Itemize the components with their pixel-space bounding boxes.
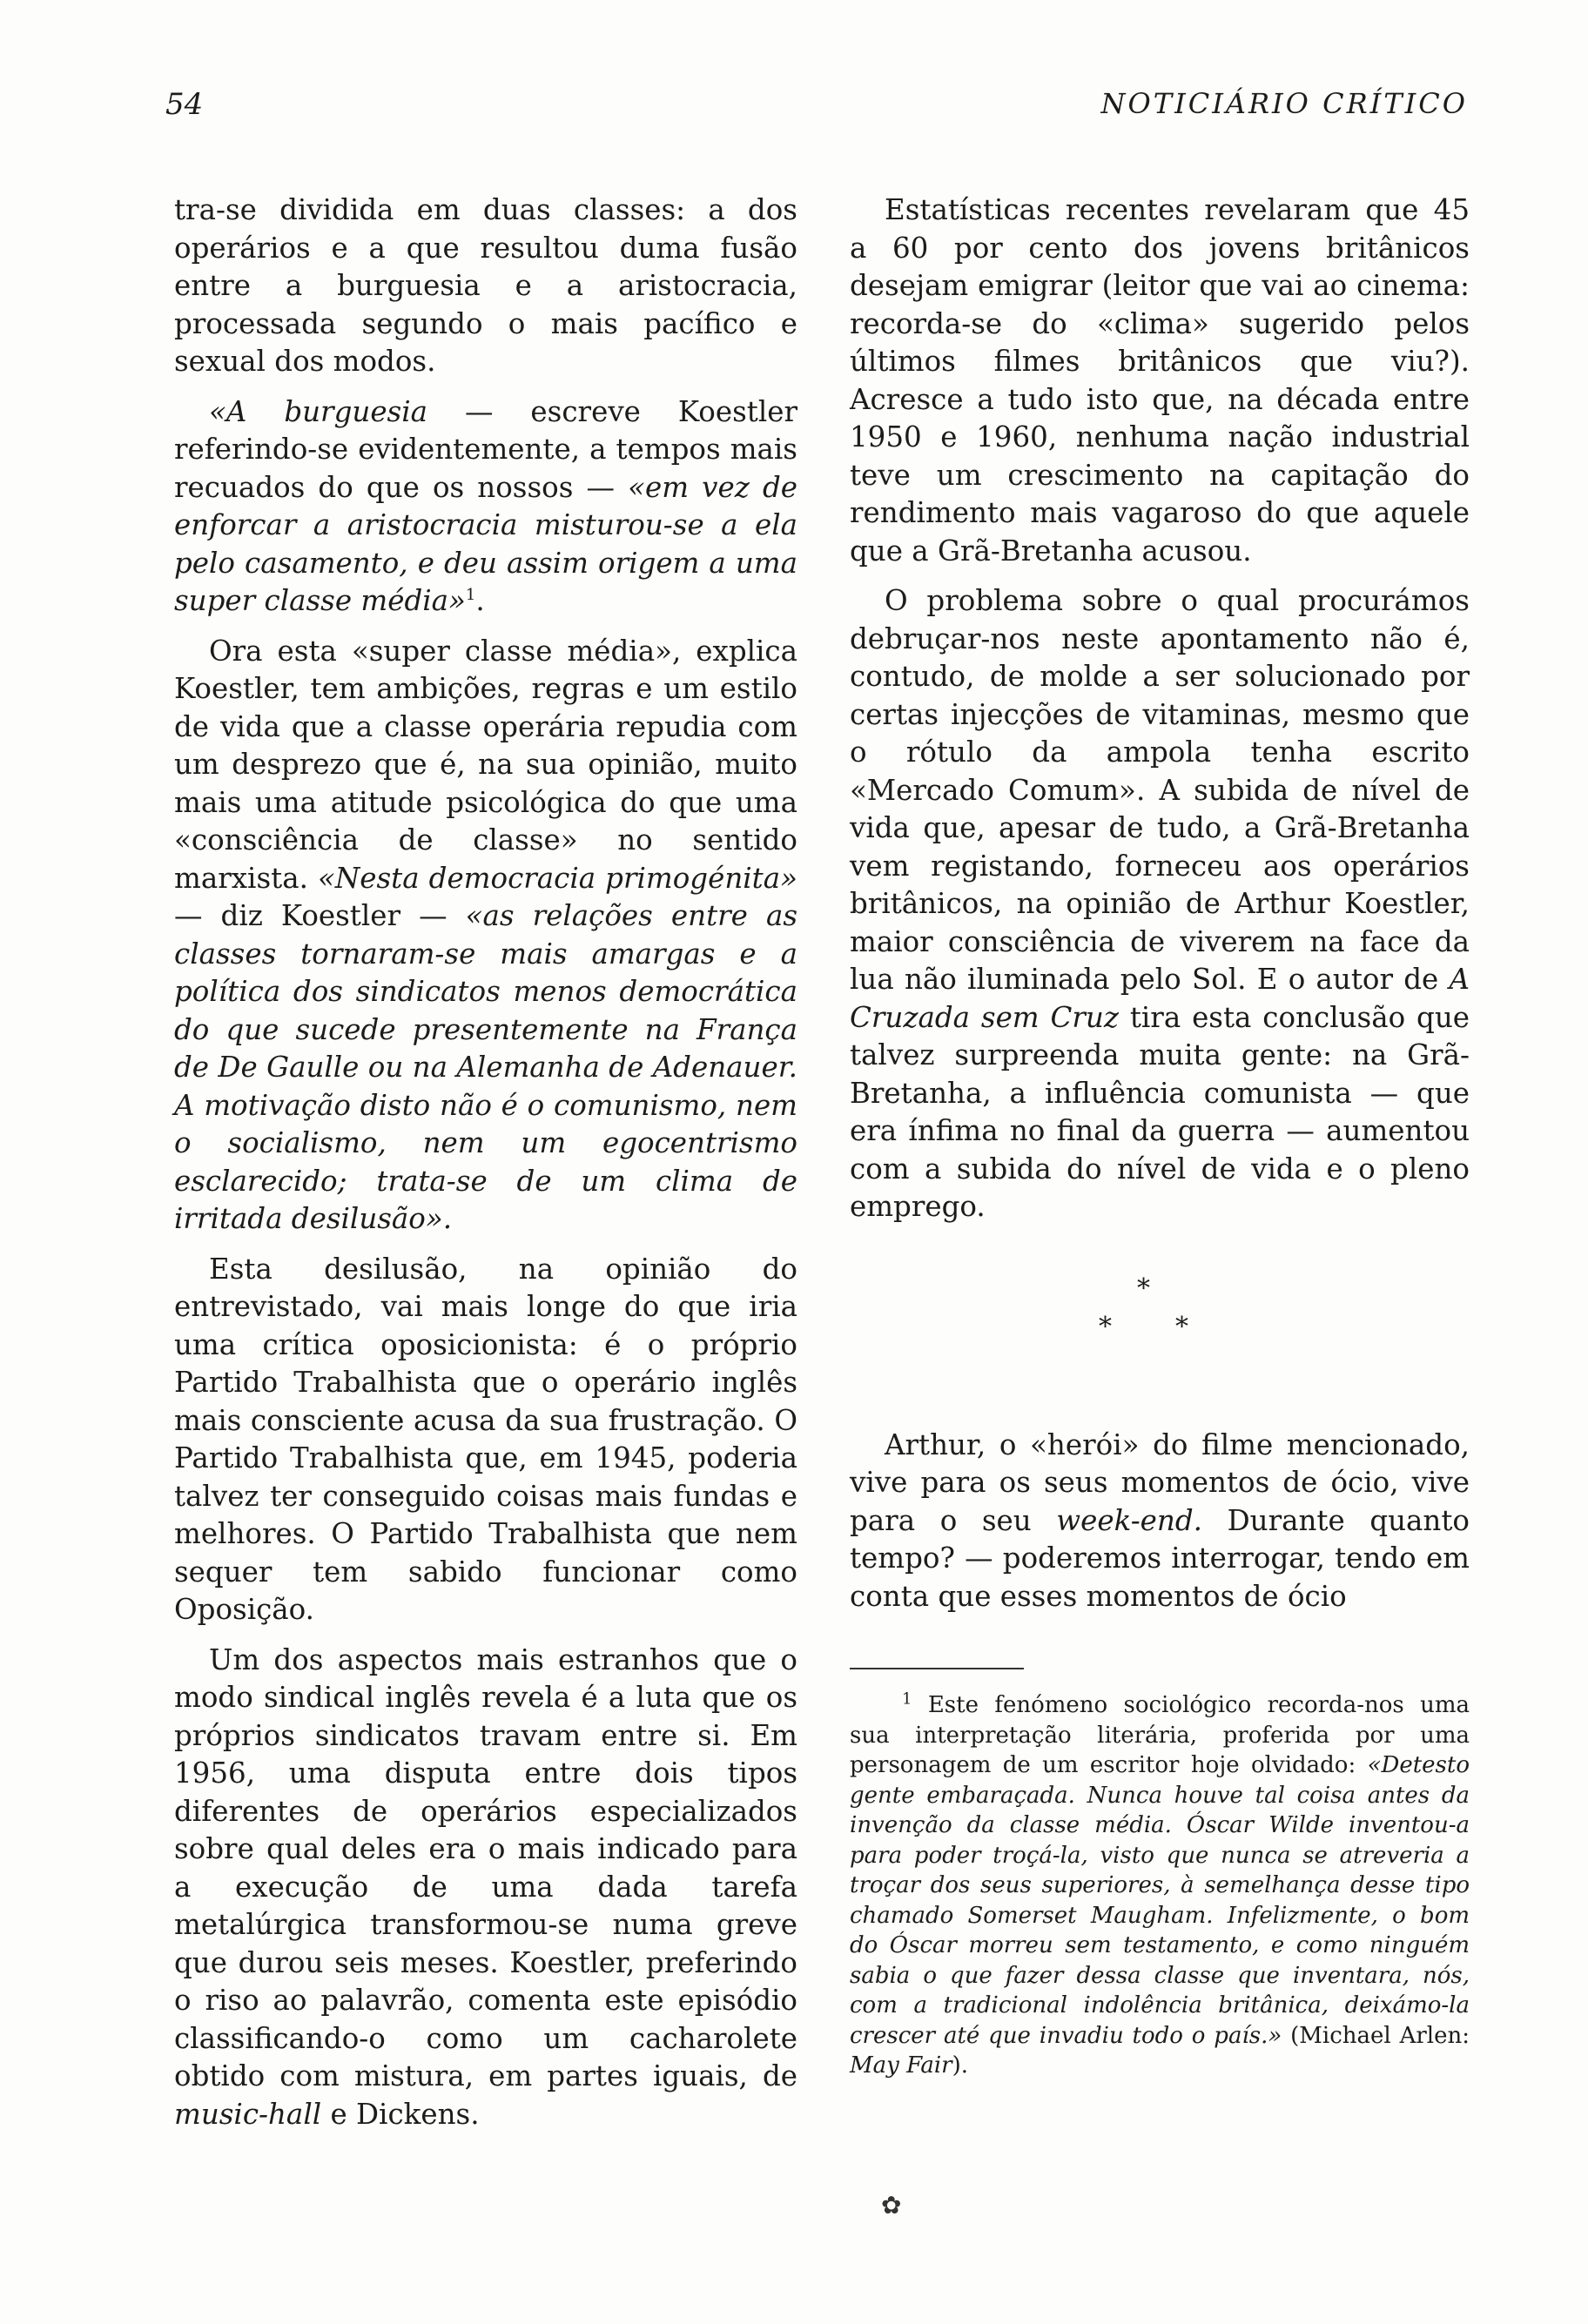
running-title: NOTICIÁRIO CRÍTICO xyxy=(1100,87,1468,120)
book-title: A Cruzada sem Cruz xyxy=(850,963,1470,1034)
paragraph xyxy=(174,633,797,1239)
footnote-rule xyxy=(850,1668,1024,1669)
text-run: — diz Koestler — xyxy=(174,899,466,932)
text-run: Este fenómeno sociológico recorda-nos uma sua interpretação literária, proferida por uma personagem de um escritor hoje olvidado: xyxy=(850,1692,1470,1778)
footnote-marker: 1 xyxy=(902,1689,912,1709)
text-run: . xyxy=(475,584,485,617)
quote: «em vez de enforcar a aristocracia misturou-se a ela pelo casamento, e deu assim origem a uma super classe média» xyxy=(174,470,797,617)
page-number: 54 xyxy=(165,87,204,122)
text-run: (Michael Arlen: xyxy=(1282,2022,1470,2049)
asterisk: * xyxy=(1137,1273,1150,1304)
right-column xyxy=(850,191,1470,2081)
paragraph: Esta desilusão, na opinião do entrevistado, vai mais longe do que iria uma crítica oposicionista: é o próprio Partido Trabalhista que o operário inglês mais consciente acusa da sua frustração. O Partido Trabalhista que, em 1945, poderia talvez ter conseguido coisas mais fundas e melhores. O Partido Trabalhista que nem sequer tem sabido funcionar como Oposição. xyxy=(174,1252,797,1626)
asterisk: * xyxy=(1175,1311,1188,1342)
section-separator xyxy=(850,1270,1470,1374)
italic-term: week-end. xyxy=(1056,1503,1202,1537)
paragraph xyxy=(850,582,1470,1226)
left-column xyxy=(174,191,797,2146)
asterisk: * xyxy=(1099,1311,1112,1342)
footnote-reference[interactable]: 1 xyxy=(465,586,476,605)
quote: «as relações entre as classes tornaram-se mais amargas e a política dos sindicatos menos democrática do que sucede presentemente na França de De Gaulle ou na Alemanha de Adenauer. A motivação disto não é o comunismo, nem o socialismo, nem um egocentrismo esclarecido; trata-se de um clima de irritada desilusão». xyxy=(174,899,797,1235)
footnote xyxy=(850,1690,1470,2081)
paragraph: tra-se dividida em duas classes: a dos operários e a que resultou duma fusão entre a burguesia e a aristocracia, processada segundo o mais pacífico e sexual dos modos. xyxy=(174,193,797,378)
paragraph xyxy=(850,1427,1470,1616)
quote: «A burguesia xyxy=(209,394,428,428)
text-run: Durante quanto tempo? — poderemos interrogar, tendo em conta que esses momentos de ócio xyxy=(850,1503,1470,1613)
printer-ornament-icon: ✿ xyxy=(881,2191,902,2220)
book-title: May Fair xyxy=(850,2052,952,2079)
paragraph: Estatísticas recentes revelaram que 45 a 60 por cento dos jovens britânicos desejam emigrar (leitor que vai ao cinema: recorda-se do «clima» sugerido pelos últimos filmes britânicos que viu?). Acresce a tudo isto que, na década entre 1950 e 1960, nenhuma nação industrial teve um crescimento na capitação do rendimento mais vagaroso do que aquele que a Grã-Bretanha acusou. xyxy=(850,193,1470,568)
text-run: ). xyxy=(952,2052,969,2079)
text-run: e Dickens. xyxy=(321,2097,480,2131)
text-run: — escreve Koestler referindo-se evidentemente, a tempos mais recuados do que os nossos — xyxy=(174,394,797,504)
text-run: Ora esta «super classe média», explica Koestler, tem ambições, regras e um estilo de vida que a classe operária repudia com um desprezo que é, na sua opinião, muito mais uma atitude psicológica do que uma «consciência de classe» no sentido marxista. xyxy=(174,634,797,895)
italic-term: music-hall xyxy=(174,2097,322,2131)
text-run: tira esta conclusão que talvez surpreenda muita gente: na Grã-Bretanha, a influência comunista — que era ínfima no final da guerra — aumentou com a subida do nível de vida e o pleno emprego. xyxy=(850,1000,1470,1223)
text-run: Arthur, o «herói» do filme mencionado, vive para os seus momentos de ócio, vive para o seu xyxy=(850,1427,1470,1537)
quote: «Nesta democracia primogénita» xyxy=(317,861,797,895)
paragraph xyxy=(174,393,797,621)
quote: «Detesto gente embaraçada. Nunca houve tal coisa antes da invenção da classe média. Óscar Wilde inventou-a para poder troçá-la, visto que nunca se atreveria a troçar dos seus superiores, à semelhança desse tipo chamado Somerset Maugham. Infelizmente, o bom do Óscar morreu sem testamento, e como ninguém sabia o que fazer dessa classe que inventara, nós, com a tradicional indolência britânica, deixámo-la crescer até que invadiu todo o país.» xyxy=(850,1752,1470,2049)
footnote-text xyxy=(850,1690,1470,2081)
text-run: Um dos aspectos mais estranhos que o modo sindical inglês revela é a luta que os próprios sindicatos travam entre si. Em 1956, uma disputa entre dois tipos diferentes de operários especializados sobre qual deles era o mais indicado para a execução de uma dada tarefa metalúrgica transformou-se numa greve que durou seis meses. Koestler, preferindo o riso ao palavrão, comenta este episódio classificando-o como um cacharolete obtido com mistura, em partes iguais, de xyxy=(174,1642,797,2092)
text-run: O problema sobre o qual procurámos debruçar-nos neste apontamento não é, contudo, de molde a ser solucionado por certas injecções de vitaminas, mesmo que o rótulo da ampola tenha escrito «Mercado Comum». A subida de nível de vida que, apesar de tudo, a Grã-Bretanha vem registando, forneceu aos operários britânicos, na opinião de Arthur Koestler, maior consciência de viverem na face da lua não iluminada pelo Sol. E o autor de xyxy=(850,584,1470,996)
paragraph xyxy=(174,1642,797,2134)
